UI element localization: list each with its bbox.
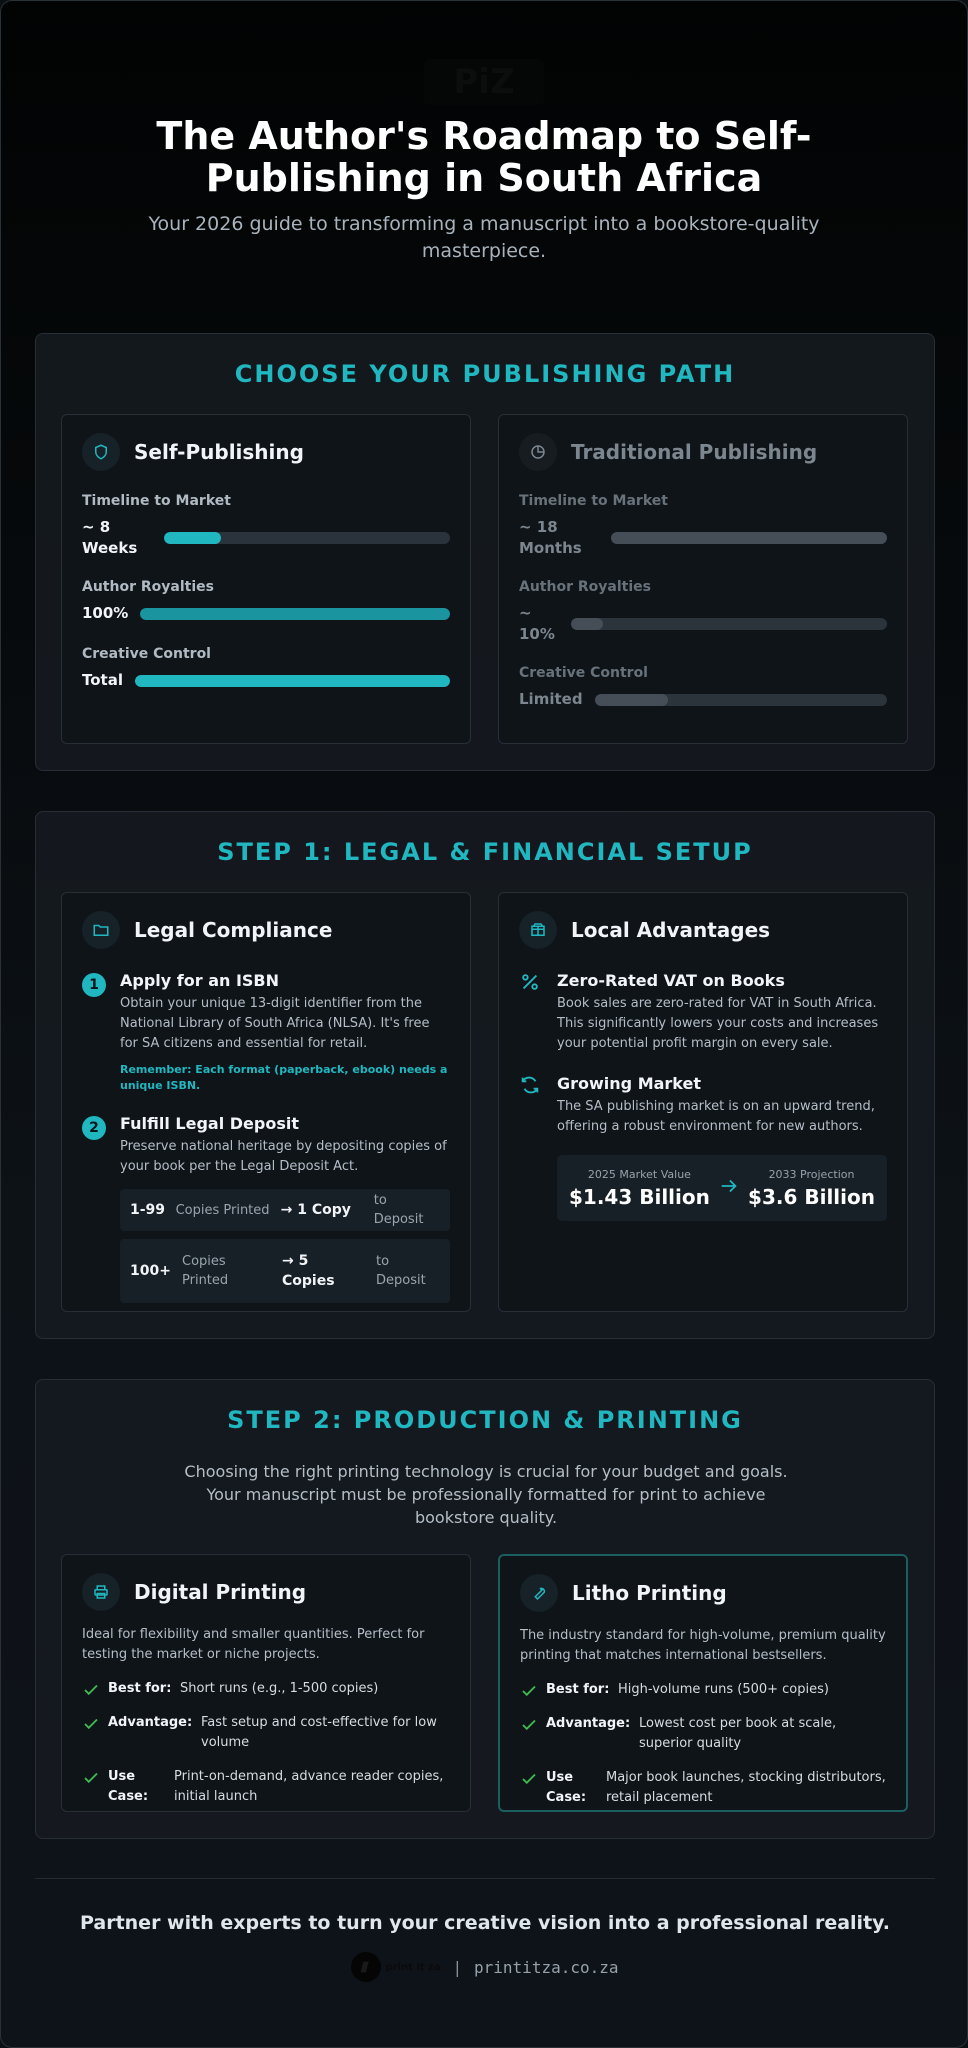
- feature-row: [500, 1680, 906, 1700]
- footer: [1, 1950, 968, 1984]
- hero-logo: PiZ: [424, 59, 544, 105]
- step2-intro: Choosing the right printing technology is crucial for your budget and goals. Your manuscript must be professionally formatted for print to achieve bookstore quality.: [184, 1462, 788, 1527]
- advantage-text: Book sales are zero-rated for VAT in South Africa. This significantly lowers your costs and increases your potential profit margin on every sale.: [557, 996, 879, 1051]
- feature-row: [62, 1679, 470, 1699]
- digital-printing-desc: Ideal for flexibility and smaller quantities. Perfect for testing the market or niche projects.: [82, 1627, 425, 1662]
- feature-row: [62, 1767, 470, 1807]
- pie-chart-icon: [519, 433, 557, 471]
- step2-section: [35, 1379, 935, 1839]
- market-future-value: $3.6 Billion: [748, 1184, 875, 1209]
- metric-royalties: [499, 579, 907, 645]
- printer-icon: [82, 1573, 120, 1611]
- digital-printing-title: Digital Printing: [134, 1580, 307, 1604]
- trend-icon: [519, 1074, 543, 1098]
- metric-value: ~ 8 Weeks: [82, 518, 138, 557]
- deposit-copies: → 5 Copies: [282, 1253, 335, 1289]
- footer-separator: |: [454, 1957, 461, 1977]
- metric-value: ~ 18 Months: [519, 518, 582, 557]
- feature-text: High-volume runs (500+ copies): [618, 1682, 829, 1697]
- metric-control: [62, 646, 470, 691]
- market-future-label: 2033 Projection: [768, 1167, 855, 1181]
- metric-bar-fill: [595, 694, 668, 706]
- check-icon: [520, 1716, 538, 1734]
- page-title: The Author's Roadmap to Self-Publishing in South Africa: [156, 114, 812, 200]
- metric-control: [499, 665, 907, 710]
- step1-title: STEP 1: LEGAL & FINANCIAL SETUP: [217, 838, 753, 866]
- check-icon: [82, 1769, 100, 1787]
- traditional-publishing-title: Traditional Publishing: [571, 440, 818, 464]
- metric-label: Creative Control: [82, 646, 211, 662]
- feature-label: Best for:: [108, 1681, 172, 1696]
- self-publishing-title: Self-Publishing: [134, 440, 304, 464]
- litho-printing-title: Litho Printing: [572, 1581, 727, 1605]
- folder-icon: [82, 911, 120, 949]
- feature-label: Advantage:: [546, 1716, 631, 1731]
- deposit-row: [120, 1189, 450, 1231]
- deposit-row: [120, 1239, 450, 1303]
- local-advantages-title: Local Advantages: [571, 918, 771, 942]
- hero: [1, 1, 967, 265]
- advantage-market: [499, 1074, 907, 1137]
- box-icon: [519, 911, 557, 949]
- shield-icon: [82, 433, 120, 471]
- isbn-note: Remember: Each format (paperback, ebook) needs a unique ISBN.: [120, 1063, 448, 1092]
- feature-text: Print-on-demand, advance reader copies, initial launch: [174, 1769, 444, 1804]
- footer-url-link[interactable]: printitza.co.za: [474, 1957, 619, 1977]
- feature-label: Best for:: [546, 1682, 610, 1697]
- metric-value: Limited: [519, 690, 583, 708]
- publishing-path-title: CHOOSE YOUR PUBLISHING PATH: [234, 360, 736, 388]
- feature-row: [62, 1713, 470, 1753]
- market-value-box: [557, 1155, 887, 1221]
- legal-compliance-title: Legal Compliance: [134, 918, 333, 942]
- wrench-icon: [520, 1574, 558, 1612]
- deposit-copies: → 1 Copy: [280, 1202, 351, 1218]
- metric-bar: [135, 675, 450, 687]
- footer-divider: [35, 1878, 935, 1879]
- deposit-suffix: to Deposit: [376, 1254, 426, 1288]
- advantage-vat: [499, 971, 907, 1054]
- step-text: Preserve national heritage by depositing copies of your book per the Legal Deposit Act.: [120, 1139, 447, 1174]
- metric-bar-fill: [164, 532, 221, 544]
- step2-title: STEP 2: PRODUCTION & PRINTING: [227, 1406, 743, 1434]
- digital-printing-card: [61, 1554, 471, 1812]
- footer-logo-text: print it za: [385, 1961, 441, 1973]
- metric-bar-fill: [140, 608, 450, 620]
- metric-bar: [571, 618, 887, 630]
- step-title: Fulfill Legal Deposit: [120, 1114, 299, 1133]
- metric-bar: [595, 694, 887, 706]
- step-legal-deposit: [62, 1114, 470, 1303]
- footer-logo[interactable]: [351, 1952, 440, 1982]
- check-icon: [82, 1715, 100, 1733]
- feature-label: Use Case:: [108, 1769, 149, 1804]
- metric-timeline: [499, 493, 907, 559]
- check-icon: [520, 1770, 538, 1788]
- page-subtitle: Your 2026 guide to transforming a manuscript into a bookstore-quality masterpiece.: [148, 213, 820, 262]
- feature-text: Short runs (e.g., 1-500 copies): [180, 1681, 379, 1696]
- market-current-label: 2025 Market Value: [587, 1167, 691, 1181]
- step-isbn: [62, 971, 470, 1094]
- market-current-value: $1.43 Billion: [569, 1184, 710, 1209]
- metric-value: 100%: [82, 604, 129, 622]
- check-icon: [520, 1682, 538, 1700]
- metric-bar-fill: [611, 532, 887, 544]
- metric-bar: [611, 532, 887, 544]
- deposit-label: Copies Printed: [182, 1254, 229, 1288]
- deposit-range: 100+: [130, 1263, 171, 1279]
- metric-label: Author Royalties: [82, 579, 214, 595]
- local-advantages-card: [498, 892, 908, 1312]
- deposit-range: 1-99: [130, 1202, 166, 1218]
- arrow-right-icon: [718, 1175, 740, 1201]
- logo-mark-icon: [351, 1952, 381, 1982]
- self-publishing-card: [61, 414, 471, 744]
- feature-text: Major book launches, stocking distributors, retail placement: [606, 1770, 886, 1805]
- percent-icon: [519, 971, 543, 995]
- litho-printing-card: [498, 1554, 908, 1812]
- step-number: 1: [82, 973, 106, 997]
- traditional-publishing-card: [498, 414, 908, 744]
- metric-bar-fill: [135, 675, 450, 687]
- metric-bar: [164, 532, 450, 544]
- metric-bar-fill: [571, 618, 603, 630]
- deposit-suffix: to Deposit: [373, 1193, 424, 1227]
- feature-label: Advantage:: [108, 1715, 193, 1730]
- feature-text: Lowest cost per book at scale, superior quality: [639, 1716, 837, 1751]
- metric-value: ~ 10%: [519, 604, 555, 643]
- deposit-label: Copies Printed: [175, 1202, 270, 1218]
- publishing-path-section: [35, 333, 935, 771]
- feature-row: [500, 1768, 906, 1808]
- step1-section: [35, 811, 935, 1339]
- footer-cta: Partner with experts to turn your creative vision into a professional reality.: [79, 1912, 891, 1934]
- metric-timeline: [62, 493, 470, 559]
- advantage-text: The SA publishing market is on an upward trend, offering a robust environment for new authors.: [557, 1099, 875, 1134]
- check-icon: [82, 1681, 100, 1699]
- advantage-title: Zero-Rated VAT on Books: [557, 971, 785, 990]
- metric-value: Total: [82, 671, 123, 689]
- feature-row: [500, 1714, 906, 1754]
- step-title: Apply for an ISBN: [120, 971, 280, 990]
- step-number: 2: [82, 1116, 106, 1140]
- feature-label: Use Case:: [546, 1770, 587, 1805]
- metric-label: Creative Control: [519, 665, 648, 681]
- metric-bar: [140, 608, 450, 620]
- step-text: Obtain your unique 13-digit identifier from the National Library of South Africa (NLSA). It's free for SA citizens and essential for retail.: [120, 996, 430, 1051]
- legal-compliance-card: [61, 892, 471, 1312]
- metric-label: Timeline to Market: [519, 493, 668, 509]
- litho-printing-desc: The industry standard for high-volume, premium quality printing that matches international bestsellers.: [520, 1628, 886, 1663]
- feature-text: Fast setup and cost-effective for low volume: [201, 1715, 437, 1750]
- metric-royalties: [62, 579, 470, 624]
- advantage-title: Growing Market: [557, 1074, 702, 1093]
- metric-label: Author Royalties: [519, 579, 651, 595]
- metric-label: Timeline to Market: [82, 493, 231, 509]
